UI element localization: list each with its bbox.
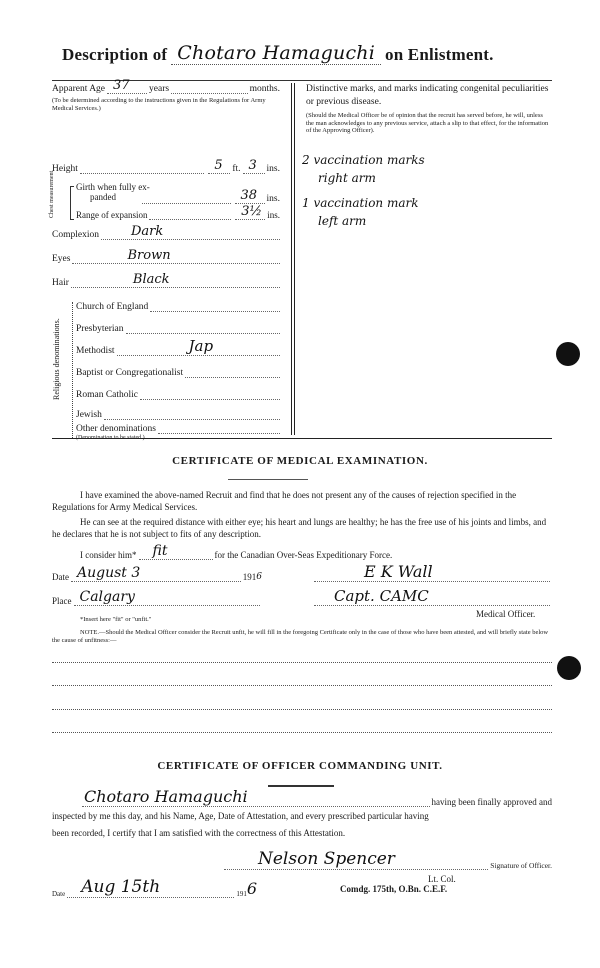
commanding-name-row	[80, 789, 552, 807]
ft-label: ft.	[232, 164, 241, 174]
chest-bracket	[70, 186, 74, 220]
commanding-recruit-name: Chotaro Hamaguchi	[84, 787, 248, 806]
fitness-value: fit	[152, 543, 168, 559]
medical-officer-title: Medical Officer.	[476, 609, 536, 619]
eyes-row	[52, 250, 282, 264]
consider-row	[80, 544, 550, 560]
medical-para-1: I have examined the above-named Recruit and find that he does not present any of the causes of rejection specified in the Regulations for Army Medical Services.	[52, 490, 517, 512]
expansion-value: 3½	[241, 204, 263, 219]
religion-value: Jap	[188, 337, 214, 355]
expansion-label: Range of expansion	[76, 210, 148, 220]
commanding-rank: Lt. Col.	[428, 874, 456, 884]
years-label: years	[149, 84, 170, 94]
eyes-value: Brown	[127, 248, 171, 263]
religion-group-label: Religious denominations.	[52, 318, 61, 400]
girth-row	[140, 190, 280, 204]
medical-rank-row	[312, 587, 552, 606]
commanding-year-value: 6	[246, 879, 257, 898]
complexion-label: Complexion	[52, 230, 99, 240]
hair-value: Black	[132, 272, 170, 287]
girth-label-line1: Girth when fully ex-	[76, 182, 150, 192]
commanding-para-3: been recorded, I certify that I am satisfied with the correctness of this Attestation.	[52, 828, 346, 838]
religion-baptist	[76, 364, 282, 378]
religion-jewish	[76, 406, 282, 420]
religion-presbyterian	[76, 320, 282, 334]
months-label: months.	[249, 84, 280, 94]
age-label: Apparent Age	[52, 84, 106, 94]
religion-methodist	[76, 337, 282, 356]
commanding-unit: Comdg. 175th, O.Bn. C.E.F.	[340, 884, 448, 894]
age-row	[52, 80, 280, 94]
medical-signature-row	[312, 562, 552, 582]
page-title	[62, 42, 494, 65]
girth-label-line2: panded	[90, 192, 116, 202]
commanding-officer-signature: Nelson Spencer	[258, 849, 395, 869]
religion-bracket	[72, 302, 75, 438]
commanding-date-value: Aug 15th	[81, 877, 161, 897]
religion-label: Baptist or Congregationalist	[76, 368, 184, 378]
medical-place-row	[52, 590, 262, 606]
commanding-year-prefix: 191	[236, 890, 247, 898]
medical-year-value: 6	[256, 572, 262, 582]
medical-certificate-heading: CERTIFICATE OF MEDICAL EXAMINATION.	[172, 455, 428, 467]
religion-label: Presbyterian	[76, 324, 124, 334]
commanding-date-row	[52, 877, 257, 898]
medical-heading-rule	[228, 479, 308, 480]
religion-other	[76, 420, 282, 434]
religion-label: Church of England	[76, 302, 149, 312]
unfitness-line-3[interactable]	[52, 709, 552, 710]
medical-place-label: Place	[52, 596, 72, 606]
distinctive-marks-note: (Should the Medical Officer be of opinion that the recruit has served before, he will, unless the man acknowledges to any previous service, attach a slip to that effect, for the information of the Approving Officer).	[306, 112, 549, 134]
column-divider-2	[294, 83, 295, 435]
signature-of-officer-label: Signature of Officer.	[490, 861, 552, 870]
medical-para-2: He can see at the required distance with either eye; his heart and lungs are healthy; he has the free use of his joints and limbs, and he declares that he is not subject to fits of any description.	[52, 517, 547, 539]
religion-label: Jewish	[76, 410, 102, 420]
height-label: Height	[52, 164, 78, 174]
complexion-value: Dark	[130, 224, 164, 239]
eyes-label: Eyes	[52, 254, 71, 264]
religion-roman-catholic	[76, 386, 282, 400]
religion-church-of-england	[76, 298, 282, 312]
height-in-value: 3	[248, 158, 257, 173]
commanding-signature-row	[222, 849, 552, 870]
chest-group-label: Chest measurement	[49, 170, 55, 218]
height-row	[52, 160, 280, 174]
title-suffix: on Enlistment.	[385, 45, 494, 64]
medical-officer-signature: E K Wall	[364, 562, 433, 581]
section-rule	[52, 438, 552, 439]
punch-hole-bottom	[557, 656, 581, 680]
girth-label	[76, 182, 150, 202]
title-prefix: Description of	[62, 45, 168, 64]
distinctive-mark-4: left arm	[318, 214, 367, 228]
expansion-row	[76, 206, 280, 220]
medical-year-prefix: 191	[242, 572, 257, 582]
unfitness-line-2[interactable]	[52, 685, 552, 686]
religion-label: Other denominations	[76, 424, 156, 434]
commanding-heading-rule	[268, 785, 334, 787]
medical-date-row	[52, 566, 262, 582]
hair-label: Hair	[52, 278, 69, 288]
medical-date-label: Date	[52, 572, 69, 582]
insert-note: *Insert here "fit" or "unfit."	[80, 616, 152, 623]
height-ft-value: 5	[214, 158, 223, 173]
consider-suffix: for the Canadian Over-Seas Expeditionary Force.	[214, 550, 393, 560]
religion-label: Roman Catholic	[76, 390, 139, 400]
recruit-name-handwritten: Chotaro Hamaguchi	[171, 42, 381, 65]
medical-place-value: Calgary	[79, 589, 135, 605]
commanding-para-1: having been finally approved and	[431, 797, 552, 807]
height-ins-label: ins.	[266, 164, 280, 174]
distinctive-marks-heading: Distinctive marks, and marks indicating congenital peculiarities or previous disease.	[306, 84, 549, 107]
age-value: 37	[113, 78, 130, 93]
punch-hole-top	[556, 342, 580, 366]
medical-date-value: August 3	[77, 565, 141, 581]
girth-value: 38	[240, 188, 258, 203]
age-note: (To be determined according to the instructions given in the Regulations for Army Medical Services.)	[52, 97, 266, 112]
commanding-date-label: Date	[52, 890, 66, 898]
unfitness-line-1[interactable]	[52, 662, 552, 663]
commanding-para-2: inspected by me this day, and his Name, Age, Date of Attestation, and every prescribed particular having	[52, 811, 429, 821]
medical-officer-rank: Capt. CAMC	[334, 587, 429, 605]
hair-row	[52, 274, 282, 288]
distinctive-mark-1: 2 vaccination marks	[302, 153, 425, 167]
unfitness-line-4[interactable]	[52, 732, 552, 733]
expansion-ins-label: ins.	[267, 210, 280, 220]
medical-footnote: NOTE.—Should the Medical Officer consider the Recruit unfit, he will fill in the foregoing Certificate only in the case of those who have been attested, and will briefly state below the cause of unfitness:—	[52, 629, 549, 644]
distinctive-mark-2: right arm	[318, 171, 376, 185]
religion-label: Methodist	[76, 346, 115, 356]
girth-ins-label: ins.	[266, 194, 280, 204]
complexion-row	[52, 226, 282, 240]
commanding-certificate-heading: CERTIFICATE OF OFFICER COMMANDING UNIT.	[157, 760, 443, 772]
distinctive-mark-3: 1 vaccination mark	[302, 196, 419, 210]
consider-label: I consider him*	[80, 550, 137, 560]
column-divider	[291, 83, 292, 435]
